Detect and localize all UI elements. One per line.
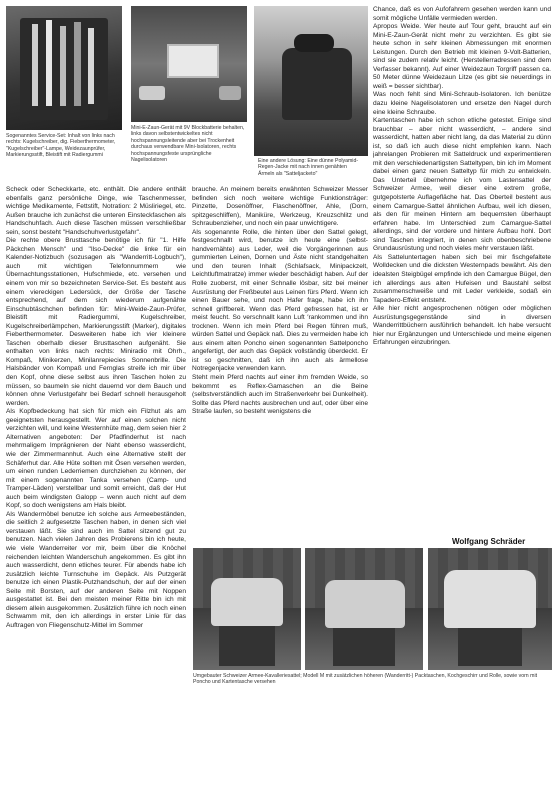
author-signature: Wolfgang Schräder (452, 537, 526, 546)
saddle-icon (325, 580, 405, 628)
insulators-icon (219, 86, 241, 100)
saddle-stand-icon (333, 628, 395, 666)
pen-icon (32, 24, 38, 106)
service-set-photo (6, 6, 122, 130)
pen-lamp-icon (60, 26, 66, 106)
saddle-icon (444, 570, 536, 628)
column-left (6, 186, 186, 798)
fence-tester-icon (74, 22, 81, 106)
fence-device-icon (167, 44, 219, 78)
saddle-icon (294, 34, 334, 52)
mini-fence-photo (131, 6, 247, 122)
caption-photo3: Eine andere Lösung: Eine dünne Polyamid-Regen-Jacke mit nach innen genähten Ärmeln als "Satteljacketo" (258, 158, 359, 177)
text-block: Scheck oder Scheckkarte, etc. enthält. Die andere enthält ebenfalls ganz persönliche Dinge, wie Taschenmesser, wichtige Medikamente, Fettstift, Notration: 2 Müsliriegel, etc. Außen brauche ich zunächst die unteren Einsteckfaschen als Handschuhfach. Auch diese Taschen müssen verschließbar sein, sonst besteht "Handschuhverlustgefahr". Die rechte obere Brusttasche benötige ich für "1. Hilfe Päckchen Mensch" und "Ilso-Decke" die linke für ein Kalender-Notizbuch (sozusagen als "Wanderritt-Logbuch"), auch mit wichtigen Telefonnummern wie Übernachtungsstationen, Hufschmiede, etc. versehen und einem von mir so bezeichneten Service-Set. Es besteht aus einem viereckigen Ledersück, der Größe der Tasche entsprechend, auf dem sich wiederum aufgenähte Einschubtäschchen befinden für: Mini-Weide-Zaun-Prüfer, Bleistift mit Radiergummi, Kugelschreiber, Kugelschreiberlämpchen, Markierungsstift (Marker), digitales Fieberthermometer. Desweiteren habe ich vier kleinere Taschen oberhalb dieser Brusttaschen aufgenäht. Sie enthalten von links nach rechts: Miniradio mit Ohrh., Kompaß, Minikerzen, Minilanrepiecies Sonnenbrille. Die Halsbänder von Kompaß und Fernglas streife ich mir über den Kopf, ohne diese selbst aus ihren Taschen holen zu müssen, so baumeln sie nicht dauernd vor dem Bauch und können ohne Verlustgefahr bei Bedarf schnell herausgeholt werden. Als Kopfbedeckung hat sich für mich ein Filzhut als am geeignetsten herausgestellt. Wer auf einen solchen nicht verzichten will, und keine Westernhüte mag, dem seien hier 2 Alternativen angeboten: Der Pfadfinderhut ist nach mehrmaligem Imprägnieren der Naht ebenso wasserdicht, wie der Zimmermannhut. Auch eine Alternative stellt der Schäferhut dar. Alle Hüte sollten mit Ösen versehen werden, um einen runden Lederriemen durchziehen zu können, der mit einem sogenannten Tanka versehen (Camp- und Tramper-Läden) verstellbar und somit erreicht, daß der Hut auch beim windigsten Galopp – wenn auch nicht auf dem Kopf, so doch wenigstens am Hals bleibt. Als Wandermöbel benutze ich solche aus Armeebeständen, die seitlich 2 aufgesetzte Taschen haben, in denen sich viel verstauen läßt. Sie sind auch im Sattel sitzend gut zu benutzen. Nach vielen Jahren des Probierens bin ich heute, wie viele Wanderreiter vor mir, beim über die Knöchel reichenden leichten Wanderschuh angekommen. Es gibt ihn auch wasserdicht, denn etliches teurer. Für abends habe ich zusätzlich leichte Turnschuhe im Gepäck. Als Putzgerät benutze ich einen Plastik-Putzhandschuh, der auf der einen Seite mit Borsten, auf der anderen Seite mit Noppen ausgestattet ist. Bei den meisten meiner Ritte bin ich mit diesem allein ausgekommen. Zusätzlich führe ich noch einen Schwamm mit, den ich allerdings in erster Linie für das Auftragen von Fliegenschutz-Mittel im Sommer (6, 186, 186, 629)
text-block: brauche. An meinem bereits erwähnten Schweizer Messer befinden sich noch weitere wichtige Funktionsträger: Pinzette, Dosenöffner, Flaschenöffner, Ahle, (Dorn, spitzgeschliffen), Maniküre, Werkzeug, Kreuzschlitz und Schraubenzieher, und noch ein paar unwichtigere. Als sogenannte Rolle, die hinten über den Sattel gelegt, festgeschnallt wird, benutze ich heute eine (selbst-handvernähte) aus Leder, weil die Vorgängerinnen aus gummierten Leinen, Dornen und Äste nicht standgehalten und den teuren Inhalt (Schlafsack, Minipackzelt, Leichtluftmatratze) immer wieder beschädigt haben. Auf der Rolle zuoberst, mit einer Schnalle lösbar, sitz bei meiner Ausrüstung der Freßbeutel aus Leinen fürs Pferd. Wenn ich einen Bauer sehe, und noch Hafer frage, habe ich ihn schnell griffbereit. Wenn das Pferd gefressen hat, ist er meist feucht. So verschnallt kann Luft ′rankommen und ihn trocknen. Wenn ich mein Pferd bei Regen führen muß, würden Sattel und Gepäck naß. Dies zu vermeiden habe ich aus einem alten Poncho einen sogenannten Sattelponcho angefertigt, der auch das Gepäck vollständig überdeckt. Er ist so geschnitten, daß ich ihn auch als ärmellose Notregenjacke verwenden kann. Steht mein Pferd nachts auf einer ihm fremden Weide, so bekommt es Reflex-Gamaschen an die Beine (selbstverständlich auch im Straßenverkehr bei Dunkelheit). Sollte das Pferd nachts ausbrechen und auf, oder über eine Straße laufen, so besteht wenigstens die (192, 186, 368, 416)
caption-photo2: Mini-E-Zaun-Gerät mit 9V Blockbatterie behalten, links davon selbstentwickeltes nicht hochspannungsleitende aber bei Trockenheit durchaus verwendbare Mini-Isolatoren, rechts hochspannungsfeste ursprüngliche Nagelisolatoren (131, 125, 245, 164)
column-top-right (373, 6, 551, 546)
saddle-stand-icon (219, 626, 275, 666)
thermometer-icon (46, 20, 52, 106)
saddle-jacket-icon (282, 48, 352, 120)
saddle-icon (211, 578, 283, 626)
column-middle (192, 186, 368, 530)
text-block: Chance, daß es von Aufofahrern gesehen werden kann und somit mögliche Unfälle vermieden werden. Apropos Weide. Wer heute auf Tour geht, braucht auf ein Mini-E-Zaun-Gerät nicht mehr zu verzichten. Es gibt sie heute schon in sehr kleinen Abmessungen mit enormen Leistungen. Durch den Betrieb mit kleinen 9-Volt-Batterien, sind sie zudem relativ leicht. (Herstellerradressen sind dem Verfasser bekannt). Auf einer Weidezaun Torgriff passen ca. 50 Meter dünne Weidezaun Litze (es gibt sie neuerdings in weiß = besser sichtbar). Was noch fehlt sind Mini-Schraub-Isolatoren. Ich benütze dazu kleine Nagelisolatoren und ersetze den Nagel durch eine kleine Schraube. Kartentaschen habe ich schon etliche getestet. Einige sind brauchbar – aber nicht wasserdicht, – andere sind wasserdicht, hatten aber nicht lang, da das Material zu dünn ist, so daß ich auch diese nicht empfehlen kann. Nach jahrelangen Probieren mit Satteldruck und experimentieren mit den verschiedenartigsten Satteltypen, bin ich im Moment dabei einen ganz neuen Satteltyp für mich zu entwickeln. Das Unterteil übernehme ich vom Lastensattel der Schweizer Armee, weil dieser eine extrem große, gutgepolsterte Auflagefläche hat. Das Oberteil besteht aus einem Camargue-Sattel ähnlichen Aufbau, weil ich diesen, als den für meinen Hintern am bequemsten überhaupt erfahren habe. Im Unterschied zum Camargue-Sattel allerdings, sind der vordere und hintere Aufbau hohl. Dort sind Taschen integriert, in denen sich obenbeschriebene Grundausrüstung und noch vieles mehr verstauen läßt. Als Satteluntertagen haben sich bei mir fischgefaltete Wolldecken und die dicksten Westernpads bewährt. Als den idealsten Steigbügel empfinde ich den Camargue Bügel, den ich allerdings aus alten Hufeisen und Baustahl selbst zusammenschweiße und mit Leder verkleide, sodaß ein Tapadero-Effekt entsteht. Alle hier nicht angesprochenen nötigen oder möglichen Ausrüstungsgegenstände sind in diversen Wanderrittbüchern ausführlich behandelt. Ich habe versucht hier nur Ergänzungen und Unterschiede und meine eigenen Erfahrungen einzubringen. (373, 6, 551, 347)
saddle-stand-icon (458, 628, 522, 666)
rain-jacket-photo (254, 6, 368, 156)
saddle-photo-left (193, 548, 301, 670)
saddle-photo-right (428, 548, 552, 670)
marker-icon (88, 28, 94, 104)
caption-photo1: Sogenanntes Service-Set: Inhalt von links nach rechts: Kugelschreiber, dig. Fieberthermometer, "Kugelschreiber"-Lampe, Weidezaunprüfer, Markierungsstift, Bleistift mit Radiergummi (6, 133, 116, 159)
saddle-photo-middle (305, 548, 423, 670)
caption-bottom-photos: Umgebauter Schweizer Armee-Kavalleriesattel; Modell M mit zusätzlichen höheren (Wanderritt-) Packtaschen, Kochgeschirr und Rolle, sowie vorn mit Poncho und Kartentasche versehen (193, 673, 538, 686)
insulators-icon (139, 86, 165, 100)
